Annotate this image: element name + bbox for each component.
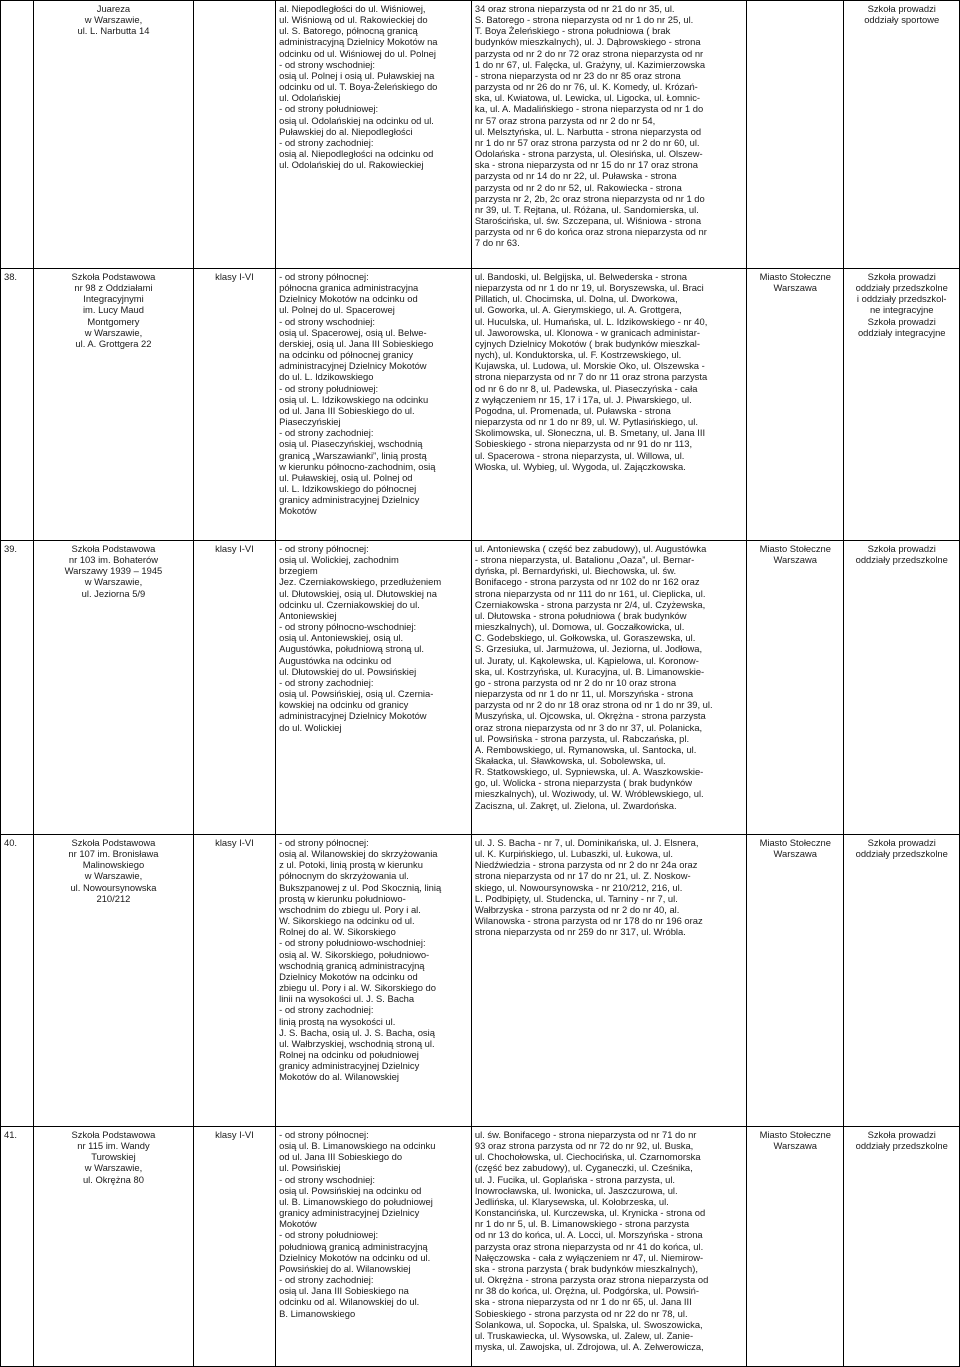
street-line: 34 oraz strona nieparzysta od nr 21 do nr 35, ul. <box>474 3 675 14</box>
street-line: ul. Powsińska - strona parzysta, ul. Rabczańska, pl. <box>474 732 690 744</box>
street-line: Skałacka, ul. Sławkowska, ul. Sobolewska, ul. <box>474 754 666 766</box>
table-row <box>1 269 960 541</box>
street-line: ul. Okrężna - strona parzysta oraz strona nieparzysta od <box>474 1274 709 1286</box>
street-line: od nr 6 do nr 8, ul. Padewska, ul. Piaseczyńska - cała <box>474 382 698 394</box>
street-line: nych), ul. Konduktorska, ul. F. Kostrzewskiego, ul. <box>474 349 682 361</box>
table-row <box>1 541 960 835</box>
street-line: nieparzysta od nr 1 do nr 89, ul. W. Pytlasińskiego, ul. <box>474 416 698 428</box>
school-name-address: Szkoła Podstawowa nr 103 im. Bohaterów Warszawy 1939 – 1945 w Warszawie, ul. Jeziorna 5/9 <box>34 541 194 835</box>
street-line: L. Podbipięty, ul. Studencka, ul. Tarniny - nr 7, ul. <box>474 892 678 904</box>
street-line: ska, ul. Kostrzyńska, ul. Kuracyjna, ul. B. Limanowskie- <box>474 665 705 677</box>
street-line: od nr 13 do końca, ul. A. Locci, ul. Morszyńska - strona <box>474 1229 703 1241</box>
street-line: ska - strona nieparzysta od nr 1 do nr 65, ul. Jana III <box>474 1296 692 1308</box>
governing-body <box>747 1 844 269</box>
street-line: Zaciszna, ul. Zakręt, ul. Zielona, ul. Zwardońska. <box>474 799 677 811</box>
street-line: ka, ul. A. Madalińskiego - strona nieparzysta od nr 1 do <box>474 103 704 115</box>
district-boundary: - od strony północnej: osią ul. B. Limanowskiego na odcinku od ul. Jana III Sobieskiego do ul. Powsińskiej - od strony wschodniej: osią ul. Powsińskiej na odcinku od ul. B. Limanowskiego do południowej granicy administracyjnej Dzielnicy Mokotów - od strony południowej: południową granicą administracyjną Dzielnicy Mokotów na odcinku od ul. Powsińskiej do al. Wilanowskiej - od strony zachodniej: osią ul. Jana III Sobieskiego na odcinku od al. Wilanowskiej do ul. B. Limanowskiego <box>276 1127 472 1367</box>
school-name-address: Szkoła Podstawowa nr 98 z Oddziałami Integracyjnymi im. Lucy Maud Montgomery w Warszawie, ul. A. Grottgera 22 <box>34 269 194 541</box>
street-line: nr 39, ul. T. Rejtana, ul. Różana, ul. Sandomierska, ul. <box>474 203 699 215</box>
street-list <box>471 1127 746 1367</box>
street-line: ska, ul. Kwiatowa, ul. Lewicka, ul. Ligocka, ul. Łomnic- <box>474 92 701 104</box>
street-line: ul. J. Fucika, ul. Goplańska - strona parzysta, ul. <box>474 1173 676 1185</box>
street-line: 93 oraz strona parzysta od nr 72 do nr 92, ul. Buska, <box>474 1140 694 1152</box>
street-line: ul. K. Kurpińskiego, ul. Lubaszki, ul. Łukowa, ul. <box>474 848 673 860</box>
district-boundary: - od strony północnej: północna granica administracyjna Dzielnicy Mokotów na odcinku od ul. Polnej do ul. Spacerowej - od strony wschodniej: osią ul. Spacerowej, osią ul. Belwe- derskiej, osią ul. Jana III Sobieskiego na odcinku od północnej granicy administracyjnej Dzielnicy Mokotów do ul. L. Idzikowskiego - od strony południowej: osią ul. L. Idzikowskiego na odcinku od ul. Jana III Sobieskiego do ul. Piaseczyńskiej - od strony zachodniej: osią ul. Piaseczyńskiej, wschodnią granicą „Warszawianki”, linią prostą w kierunku północno-zachodnim, osią ul. Puławskiej, osią ul. Polnej od ul. L. Idzikowskiego do północnej granicy administracyjnej Dzielnicy Mokotów <box>276 269 472 541</box>
street-line: - strona nieparzysta, ul. Batalionu „Oaza”, ul. Bernar- <box>474 554 695 566</box>
classes-range: klasy I-VI <box>193 541 275 835</box>
classes-range: klasy I-VI <box>193 269 275 541</box>
street-line: budynków mieszkalnych), ul. J. Dąbrowskiego - strona <box>474 36 701 48</box>
school-number <box>1 1 34 269</box>
street-line: skiego, ul. Nowoursynowska - nr 210/212, 216, ul. <box>474 881 683 893</box>
street-line: Czerniakowska - strona parzysta nr 2/4, ul. Czyżewska, <box>474 598 706 610</box>
street-line: dyńska, pl. Bernardyński, ul. Biechowska, ul. św. <box>474 565 677 577</box>
street-line: 7 do nr 63. <box>474 237 520 249</box>
street-line: Jedlińska, ul. Klarysewska, ul. Kołobrzeska, ul. <box>474 1195 669 1207</box>
street-line: mieszkalnych), ul. Woziwody, ul. W. Wróblewskiego, ul. <box>474 788 704 800</box>
street-line: Włoska, ul. Wybieg, ul. Wygoda, ul. Zajączkowska. <box>474 460 686 472</box>
school-name-address: Szkoła Podstawowa nr 107 im. Bronisława Malinowskiego w Warszawie, ul. Nowoursynowska 210/212 <box>34 835 194 1127</box>
governing-body: Miasto Stołeczne Warszawa <box>747 835 844 1127</box>
street-line: Inowrocławska, ul. Iwonicka, ul. Jaszczurowa, ul. <box>474 1184 678 1196</box>
street-line: A. Rembowskiego, ul. Rymanowska, ul. Santocka, ul. <box>474 743 697 755</box>
street-line: ul. Chochołowska, ul. Ciechocińska, ul. Czarnomorska <box>474 1151 701 1163</box>
street-line: Pogodna, ul. Promenada, ul. Puławska - strona <box>474 404 671 416</box>
street-list <box>471 1 746 269</box>
classes-range: klasy I-VI <box>193 835 275 1127</box>
street-line: ul. Truskawiecka, ul. Wysowska, ul. Zalew, ul. Zanie- <box>474 1329 694 1341</box>
street-line: nieparzysta od nr 1 do nr 11, ul. Morszyńska - strona <box>474 688 694 700</box>
street-line: z wyłączeniem nr 15, 17 i 17a, ul. J. Piwarskiego, ul. <box>474 393 692 405</box>
street-line: Bonifacego - strona parzysta od nr 102 do nr 162 oraz <box>474 576 700 588</box>
school-type: Szkoła prowadzi oddziały przedszkolne <box>844 835 960 1127</box>
street-line: parzysta od nr 6 do końca oraz strona nieparzysta od nr <box>474 226 707 238</box>
street-line: ul. Bandoski, ul. Belgijska, ul. Belwederska - strona <box>474 271 688 282</box>
street-line: myska, ul. Zawojska, ul. Zdrojowa, ul. A. Zelwerowicza, <box>474 1340 704 1352</box>
street-line: 1 do nr 67, ul. Falęcka, ul. Grażyny, ul. Kazimierzowska <box>474 58 706 70</box>
street-line: Pillatich, ul. Chocimska, ul. Dolna, ul. Dworkowa, <box>474 293 678 305</box>
street-line: ul. Melsztyńska, ul. L. Narbutta - strona nieparzysta od <box>474 125 702 137</box>
school-type: Szkoła prowadzi oddziały przedszkolne <box>844 541 960 835</box>
street-line: Starościńska, ul. św. Szczepana, ul. Wiśniowa - strona <box>474 214 702 226</box>
street-line: Nałęczowska - cała z wyłączeniem nr 47, ul. Niemirow- <box>474 1251 704 1263</box>
school-type: Szkoła prowadzi oddziały przedszkolne <box>844 1127 960 1367</box>
street-line: Sobieskiego - strona parzysta od nr 22 do nr 78, ul. <box>474 1307 688 1319</box>
school-name-address: Szkoła Podstawowa nr 115 im. Wandy Turowskiej w Warszawie, ul. Okrężna 80 <box>34 1127 194 1367</box>
school-number: 38. <box>1 269 34 541</box>
street-line: C. Godebskiego, ul. Gołkowska, ul. Goraszewska, ul. <box>474 632 696 644</box>
street-line: nr 1 do nr 5, ul. B. Limanowskiego - strona parzysta <box>474 1218 690 1230</box>
street-line: Kujawska, ul. Ludowa, ul. Morskie Oko, ul. Olszewska - <box>474 360 705 372</box>
table-row <box>1 1127 960 1367</box>
street-line: strona nieparzysta od nr 111 do nr 161, ul. Cieplicka, ul. <box>474 587 706 599</box>
street-line: Konstancińska, ul. Kurczewska, ul. Krynicka - strona od <box>474 1207 706 1219</box>
street-line: parzysta od nr 2 do nr 72 oraz strona nieparzysta od nr <box>474 47 704 59</box>
street-line: S. Grzesiuka, ul. Jarmużowa, ul. Jeziorna, ul. Jodłowa, <box>474 643 703 655</box>
street-line: ul. Juraty, ul. Kąkolewska, ul. Kąpielowa, ul. Koronow- <box>474 654 699 666</box>
street-line: cyjnych Dzielnicy Mokotów ( brak budynków mieszkal- <box>474 337 700 349</box>
street-line: Odolańska - strona parzysta, ul. Olesińska, ul. Olszew- <box>474 148 703 160</box>
classes-range <box>193 1 275 269</box>
street-line: R. Statkowskiego, ul. Sypniewska, ul. A. Waszkowskie- <box>474 766 704 778</box>
street-line: T. Boya Żeleńskiego - strona południowa ( brak <box>474 25 671 37</box>
street-line: Sobieskiego - strona nieparzysta od nr 91 do nr 113, <box>474 438 693 450</box>
school-number: 41. <box>1 1127 34 1367</box>
street-line: (część bez zabudowy), ul. Cyganeczki, ul. Cześnika, <box>474 1162 693 1174</box>
street-line: ul. Jaworowska, ul. Klonowa - w granicach administar- <box>474 326 701 338</box>
street-line: parzysta oraz strona nieparzysta od nr 41 do końca, ul. <box>474 1240 704 1252</box>
street-line: S. Batorego - strona nieparzysta od nr 1 do nr 25, ul. <box>474 14 694 26</box>
classes-range: klasy I-VI <box>193 1127 275 1367</box>
street-line: strona nieparzysta od nr 259 do nr 317, ul. Wróbla. <box>474 926 686 938</box>
street-line: - strona nieparzysta od nr 23 do nr 85 oraz strona <box>474 69 681 81</box>
street-line: strona nieparzysta od nr 17 do nr 21, ul. Z. Noskow- <box>474 870 691 882</box>
street-line: ul. Spacerowa - strona nieparzysta, ul. Willowa, ul. <box>474 449 685 461</box>
street-line: parzysta od nr 2 do nr 18 oraz strona od nr 1 do nr 39, ul. <box>474 699 713 711</box>
street-line: nieparzysta od nr 1 do nr 19, ul. Boryszewska, ul. Braci <box>474 282 704 294</box>
district-boundary: - od strony północnej: osią ul. Wolickiej, zachodnim brzegiem Jez. Czerniakowskiego, przedłużeniem ul. Dłutowskiej, osią ul. Dłutowskiej na odcinku ul. Czerniakowskiej do ul. Antoniewskiej - od strony północno-wschodniej: osią ul. Antoniewskiej, osią ul. Augustówka, południową stroną ul. Augustówka na odcinku od ul. Dłutowskiej do ul. Powsińskiej - od strony zachodniej: osią ul. Powsińskiej, osią ul. Czernia- kowskiej na odcinku od granicy administracyjnej Dzielnicy Mokotów do ul. Wolickiej <box>276 541 472 835</box>
street-line: Niedźwiedzia - strona parzysta od nr 2 do nr 24a oraz <box>474 859 698 871</box>
street-line: go - strona parzysta od nr 2 do nr 10 oraz strona <box>474 676 677 688</box>
school-type: Szkoła prowadzi oddziały przedszkolne i oddziały przedszkol- ne integracyjne Szkoła prowadzi oddziały integracyjne <box>844 269 960 541</box>
street-line: Wilanowska - strona parzysta od nr 178 do nr 196 oraz <box>474 915 703 927</box>
street-line: Skolimowska, ul. Słoneczna, ul. B. Smetany, ul. Jana III <box>474 427 706 439</box>
district-boundary: al. Niepodległości do ul. Wiśniowej, ul. Wiśniową od ul. Rakowieckiej do ul. S. Batorego, północną granicą administracyjną Dzielnicy Mokotów na odcinku od ul. Wiśniowej do ul. Polnej - od strony wschodniej: osią ul. Polnej i osią ul. Puławskiej na odcinku od ul. T. Boya-Żeleńskiego do ul. Odolańskiej - od strony południowej: osią ul. Odolańskiej na odcinku od ul. Puławskiej do al. Niepodległości - od strony zachodniej: osią al. Niepodległości na odcinku od ul. Odolańskiej do ul. Rakowieckiej <box>276 1 472 269</box>
street-line: nr 38 do końca, ul. Orężna, ul. Podgórska, ul. Powsiń- <box>474 1285 699 1297</box>
street-list <box>471 835 746 1127</box>
table-row <box>1 1 960 269</box>
school-name-address: Juareza w Warszawie, ul. L. Narbutta 14 <box>34 1 194 269</box>
street-line: Solankowa, ul. Sopocka, ul. Spalska, ul. Swoszowicka, <box>474 1318 703 1330</box>
table-row <box>1 835 960 1127</box>
street-line: ska - strona nieparzysta od nr 15 do nr 17 oraz strona <box>474 159 698 171</box>
street-line: ul. Huculska, ul. Humańska, ul. L. Idzikowskiego - nr 40, <box>474 315 708 327</box>
street-line: parzysta od nr 14 do nr 22, ul. Puławska - strona <box>474 170 677 182</box>
street-line: ul. św. Bonifacego - strona nieparzysta od nr 71 do nr <box>474 1129 697 1140</box>
street-line: nr 57 oraz strona parzysta od nr 2 do nr 54, <box>474 114 656 126</box>
table-body <box>1 1 960 1367</box>
street-line: ul. Dłutowska - strona południowa ( brak budynków <box>474 609 687 621</box>
street-line: nr 1 do nr 57 oraz strona parzysta od nr 2 do nr 60, ul. <box>474 136 700 148</box>
street-list <box>471 541 746 835</box>
street-line: parzysta od nr 2 do nr 52, ul. Rakowiecka - strona <box>474 181 682 193</box>
street-line: Muszyńska, ul. Ojcowska, ul. Okrężna - strona parzysta <box>474 710 706 722</box>
street-list <box>471 269 746 541</box>
governing-body: Miasto Stołeczne Warszawa <box>747 1127 844 1367</box>
street-line: go, ul. Wolicka - strona nieparzysta ( brak budynków <box>474 777 693 789</box>
street-line: ul. Antoniewska ( część bez zabudowy), ul. Augustówka <box>474 543 707 554</box>
street-line: strona nieparzysta od nr 7 do nr 11 oraz strona parzysta <box>474 371 708 383</box>
school-number: 39. <box>1 541 34 835</box>
street-line: ul. J. S. Bacha - nr 7, ul. Dominikańska, ul. J. Elsnera, <box>474 837 699 848</box>
street-line: oraz strona nieparzysta od nr 3 do nr 37, ul. Polanicka, <box>474 721 703 733</box>
governing-body: Miasto Stołeczne Warszawa <box>747 541 844 835</box>
street-line: ul. Goworka, ul. A. Gierymskiego, ul. A. Grottgera, <box>474 304 682 316</box>
street-line: mieszkalnych), ul. Domowa, ul. Goczałkowicka, ul. <box>474 621 685 633</box>
street-line: Wałbrzyska - strona parzysta od nr 2 do nr 40, al. <box>474 903 680 915</box>
school-type: Szkoła prowadzi oddziały sportowe <box>844 1 960 269</box>
street-line: ska - strona parzysta ( brak budynków mieszkalnych), <box>474 1262 698 1274</box>
district-boundary: - od strony północnej: osią al. Wilanowskiej do skrzyżowania z ul. Potoki, linią prostą w kierunku północnym do skrzyżowania ul. Bukszpanowej z ul. Pod Skocznią, linią prostą w kierunku południowo- wschodnim do zbiegu ul. Pory i al. W. Sikorskiego na odcinku od ul. Rolnej do al. W. Sikorskiego - od strony południowo-wschodniej: osią al. W. Sikorskiego, południowo- wschodnią granicą administracyjną Dzielnicy Mokotów na odcinku od zbiegu ul. Pory i al. W. Sikorskiego do linii na wysokości ul. J. S. Bacha - od strony zachodniej: linią prostą na wysokości ul. J. S. Bacha, osią ul. J. S. Bacha, osią ul. Wałbrzyskiej, wschodnią stroną ul. Rolnej na odcinku od południowej granicy administracyjnej Dzielnicy Mokotów do al. Wilanowskiej <box>276 835 472 1127</box>
street-line: parzysta od nr 26 do nr 76, ul. K. Komedy, ul. Krózań- <box>474 81 698 93</box>
governing-body: Miasto Stołeczne Warszawa <box>747 269 844 541</box>
school-number: 40. <box>1 835 34 1127</box>
street-line: parzysta nr 2, 2b, 2c oraz strona nieparzysta od nr 1 do <box>474 192 705 204</box>
